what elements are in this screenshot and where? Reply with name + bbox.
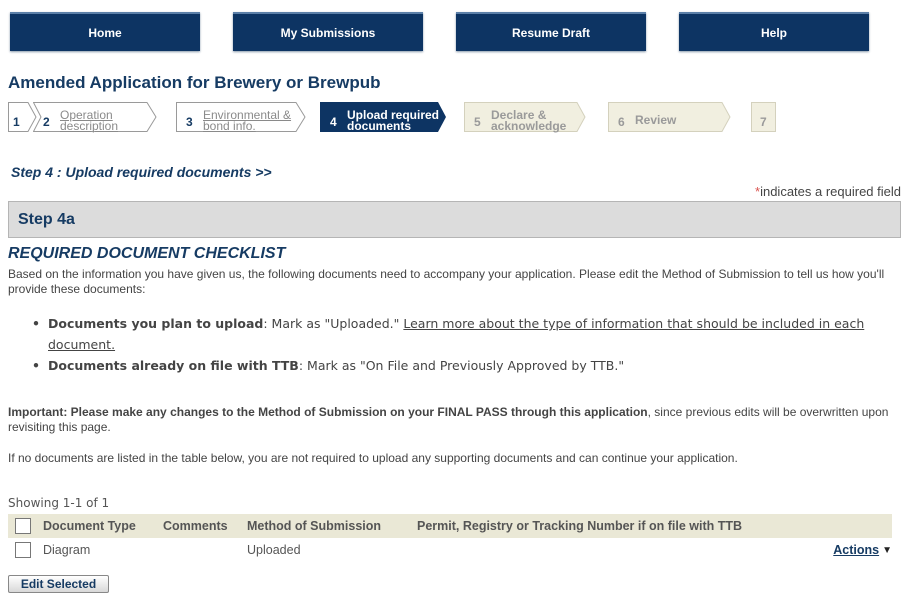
step-heading: Step 4 : Upload required documents >> <box>11 164 272 180</box>
documents-table <box>8 514 892 562</box>
learn-more-link[interactable]: Learn more about the type of information that should be included in each document. <box>48 316 865 352</box>
actions-label: Actions <box>833 543 880 557</box>
step-number: 1 <box>13 115 20 129</box>
required-star: * <box>755 184 761 199</box>
edit-selected-button[interactable]: Edit Selected <box>8 575 109 593</box>
step-section-header: Step 4a <box>8 201 901 238</box>
step-number: 3 <box>186 115 193 129</box>
select-all-checkbox[interactable] <box>15 518 31 534</box>
no-documents-note: If no documents are listed in the table below, you are not required to upload any supporting documents and can continue your application. <box>8 451 738 465</box>
header-comments[interactable]: Comments <box>163 519 228 533</box>
important-text: , since previous edits will be overwritten upon revisiting this page. <box>8 405 889 434</box>
nav-my-submissions-button[interactable]: My Submissions <box>233 12 423 51</box>
cell-document-type: Diagram <box>43 543 91 557</box>
step-number: 2 <box>43 115 50 129</box>
caret-down-icon: ▼ <box>882 544 892 556</box>
step-review <box>608 102 733 132</box>
step-label: Environmental & bond info. <box>203 108 292 133</box>
important-note <box>8 405 903 435</box>
document-instructions-list <box>28 313 903 376</box>
bullet-bold: Documents you plan to upload <box>48 316 264 331</box>
top-navigation <box>10 12 870 52</box>
step-7 <box>751 102 777 132</box>
header-method-of-submission[interactable]: Method of Submission <box>247 519 382 533</box>
step-number: 4 <box>330 115 337 129</box>
intro-text: Based on the information you have given us, the following documents need to accompany your application. Please edit the Method of Submission to tell us how you'll provide these documents: <box>8 267 885 296</box>
nav-home-button[interactable]: Home <box>10 12 200 51</box>
step-number: 7 <box>760 115 767 129</box>
step-upload-documents[interactable] <box>320 102 448 132</box>
nav-help-button[interactable]: Help <box>679 12 869 51</box>
step-declare-acknowledge <box>464 102 588 132</box>
step-label: Review <box>635 113 677 127</box>
header-document-type[interactable]: Document Type <box>43 519 136 533</box>
important-bold: Important: Please make any changes to the Method of Submission on your FINAL PASS through this application <box>8 405 648 419</box>
bullet-text: : Mark as "Uploaded." <box>263 316 404 331</box>
header-permit-number[interactable]: Permit, Registry or Tracking Number if on file with TTB <box>417 519 743 533</box>
step-environmental-bond[interactable] <box>176 102 308 132</box>
page-title: Amended Application for Brewery or Brewpub <box>8 73 381 92</box>
bullet-text: : Mark as "On File and Previously Approved by TTB." <box>298 358 625 373</box>
list-item <box>28 355 903 376</box>
table-header-row <box>8 514 892 538</box>
row-checkbox[interactable] <box>15 542 31 558</box>
cell-method: Uploaded <box>247 543 301 557</box>
bullet-bold: Documents already on file with TTB <box>48 358 299 373</box>
step-label: Declare & acknowledge <box>491 108 567 133</box>
list-item <box>28 313 903 355</box>
pagination-count: Showing 1-1 of 1 <box>8 496 110 510</box>
nav-resume-draft-button[interactable]: Resume Draft <box>456 12 646 51</box>
required-note-text: indicates a required field <box>760 184 901 199</box>
step-progress <box>8 102 788 132</box>
required-field-note <box>755 184 901 199</box>
table-row <box>8 538 892 562</box>
actions-menu[interactable] <box>833 538 892 562</box>
checklist-title: REQUIRED DOCUMENT CHECKLIST <box>8 245 286 262</box>
step-number: 6 <box>618 115 625 129</box>
step-operation-description[interactable] <box>33 102 158 132</box>
step-label: Upload required documents <box>347 108 440 133</box>
step-label: Operation description <box>60 108 119 133</box>
step-number: 5 <box>474 115 481 129</box>
